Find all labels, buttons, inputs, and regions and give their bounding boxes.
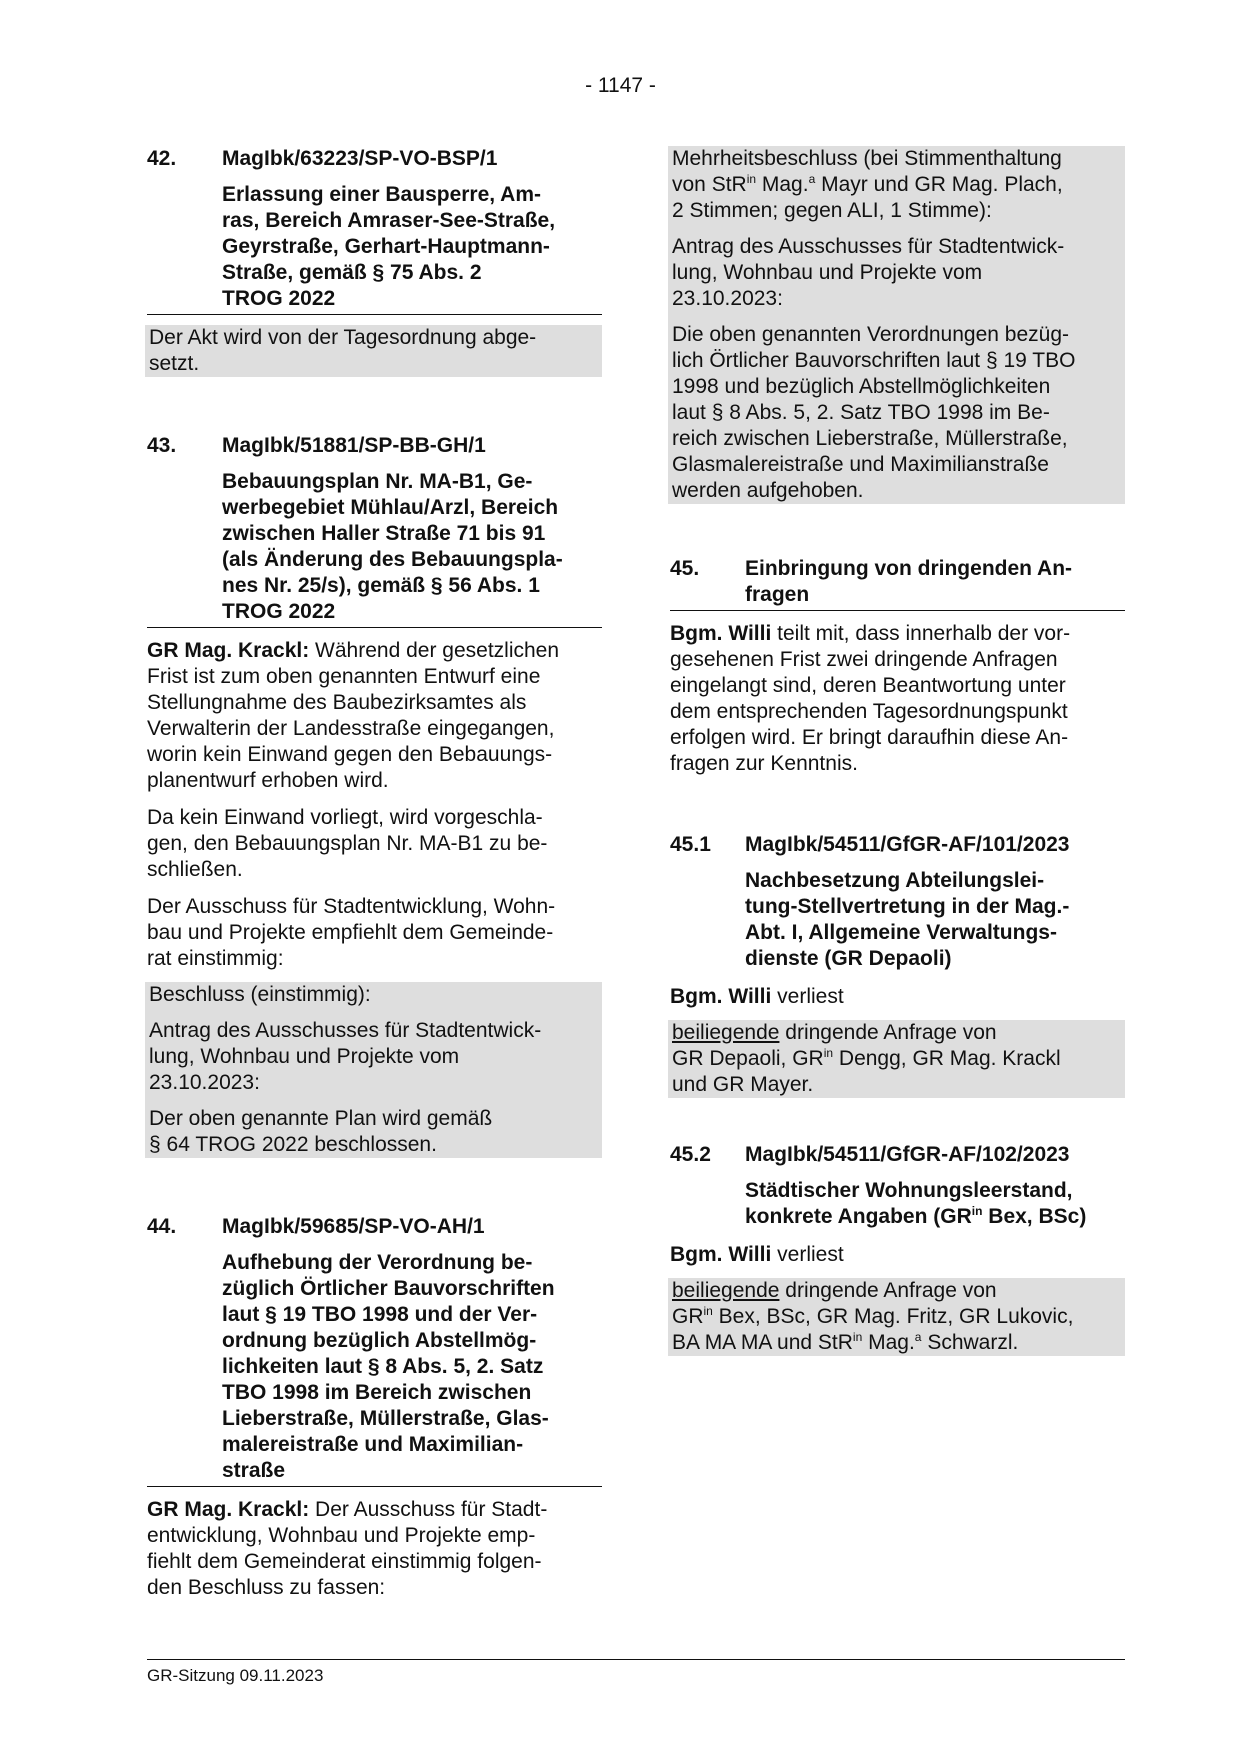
page-number: - 1147 - bbox=[585, 74, 656, 97]
section-title: Städtischer Wohnungsleerstand, konkrete Angaben ($GR^{in}$ Bex, BSc) bbox=[745, 1179, 1087, 1228]
speaker-name: Bgm. Willi bbox=[670, 1243, 772, 1266]
section-45-1-heading bbox=[670, 832, 1125, 972]
attached-inquiry-box: beiliegende dringende Anfrage von $GR^{in}$ Bex, BSc, GR Mag. Fritz, GR Lukovic, BA MA MA und StR$^{in}$ Mag.$^a$ Schwarzl. bbox=[668, 1278, 1125, 1356]
speaker-name: GR Mag. Krackl: bbox=[147, 1498, 310, 1521]
file-reference: MagIbk/54511/GfGR-AF/101/2023 bbox=[745, 833, 1070, 856]
attached-inquiry-box: beiliegende dringende Anfrage von GR Depaoli, $GR^{in}$ Dengg, GR Mag. Krackl und GR Mayer. bbox=[668, 1020, 1125, 1098]
section-number: 45.1 bbox=[670, 833, 711, 856]
section-45-body bbox=[670, 621, 1125, 777]
section-43-body bbox=[147, 638, 602, 972]
removed-from-agenda-box: Der Akt wird von der Tagesordnung abge- setzt. bbox=[145, 325, 602, 377]
resolution-box: Mehrheitsbeschluss (bei Stimmenthaltung von StR$^{in}$ Mag.$^a$ Mayr und GR Mag. Plach, 2 Stimmen; gegen ALI, 1 Stimme): Antrag des Ausschusses für Stadtentwick- lung, Wohnbau und Projekte vom 23.10.2023: Die oben genannten Verordnungen bezüg- lich Örtlicher Bauvorschriften laut § 19 TBO 1998 und bezüglich Abstellmöglichkeiten laut § 8 Abs. 5, 2. Satz TBO 1998 im Be- reich zwischen Lieberstraße, Müllerstraße, Glasmalereistraße und Maximilianstraße werden aufgehoben. bbox=[668, 146, 1125, 504]
right-column bbox=[670, 146, 1125, 1356]
section-42-heading bbox=[147, 146, 602, 315]
left-column bbox=[147, 146, 602, 1601]
paragraph: Der Ausschuss für Stadtentwicklung, Wohn- bau und Projekte empfiehlt dem Gemeinde- rat einstimmig: bbox=[147, 895, 556, 970]
file-reference: MagIbk/63223/SP-VO-BSP/1 bbox=[222, 147, 498, 170]
section-45-heading bbox=[670, 556, 1125, 611]
section-title: Erlassung einer Bausperre, Am- ras, Bereich Amraser-See-Straße, Geyrstraße, Gerhart-Hauptmann- Straße, gemäß § 75 Abs. 2 TROG 2022 bbox=[222, 183, 556, 310]
speaker-name: Bgm. Willi bbox=[670, 622, 772, 645]
resolution-box: Beschluss (einstimmig): Antrag des Ausschusses für Stadtentwick- lung, Wohnbau und Projekte vom 23.10.2023: Der oben genannte Plan wird gemäß § 64 TROG 2022 beschlossen. bbox=[145, 982, 602, 1158]
section-44-body bbox=[147, 1497, 602, 1601]
paragraph: GR Mag. Krackl: Während der gesetzlichen Frist ist zum oben genannten Entwurf eine Stellungnahme des Baubezirksamtes als Verwalterin der Landesstraße eingegangen, worin kein Einwand gegen den Bebauungs- planentwurf erhoben wird. bbox=[147, 639, 560, 792]
paragraph: GR Mag. Krackl: Der Ausschuss für Stadt- entwicklung, Wohnbau und Projekte emp- fiehlt dem Gemeinderat einstimmig folgen- den Beschluss zu fassen: bbox=[147, 1498, 548, 1599]
attachment-link[interactable]: beiliegende bbox=[672, 1021, 780, 1044]
section-title: Nachbesetzung Abteilungslei- tung-Stellvertretung in der Mag.- Abt. I, Allgemeine Verwaltungs- dienste (GR Depaoli) bbox=[745, 869, 1070, 970]
section-44-heading bbox=[147, 1214, 602, 1487]
section-title: Einbringung von dringenden An- fragen bbox=[745, 557, 1073, 606]
speaker-name: Bgm. Willi bbox=[670, 985, 772, 1008]
paragraph: Bgm. Willi verliest bbox=[670, 1243, 844, 1266]
section-43-heading bbox=[147, 433, 602, 628]
footer bbox=[147, 1659, 1125, 1687]
file-reference: MagIbk/54511/GfGR-AF/102/2023 bbox=[745, 1143, 1070, 1166]
attachment-link[interactable]: beiliegende bbox=[672, 1279, 780, 1302]
speaker-name: GR Mag. Krackl: bbox=[147, 639, 310, 662]
section-number: 43. bbox=[147, 434, 177, 457]
section-number: 42. bbox=[147, 147, 177, 170]
paragraph: Da kein Einwand vorliegt, wird vorgeschla- gen, den Bebauungsplan Nr. MA-B1 zu be- schließen. bbox=[147, 806, 548, 881]
meeting-date: GR-Sitzung 09.11.2023 bbox=[147, 1666, 324, 1685]
file-reference: MagIbk/59685/SP-VO-AH/1 bbox=[222, 1215, 485, 1238]
paragraph: Bgm. Willi verliest bbox=[670, 985, 844, 1008]
section-number: 45.2 bbox=[670, 1143, 711, 1166]
section-number: 45. bbox=[670, 557, 700, 580]
section-title: Bebauungsplan Nr. MA-B1, Ge- werbegebiet Mühlau/Arzl, Bereich zwischen Haller Straße 71 bis 91 (als Änderung des Bebauungspla- nes Nr. 25/s), gemäß § 56 Abs. 1 TROG 2022 bbox=[222, 470, 563, 623]
section-number: 44. bbox=[147, 1215, 177, 1238]
section-title: Aufhebung der Verordnung be- züglich Örtlicher Bauvorschriften laut § 19 TBO 1998 und der Ver- ordnung bezüglich Abstellmög- lichkeiten laut § 8 Abs. 5, 2. Satz TBO 1998 im Bereich zwischen Lieberstraße, Müllerstraße, Glas- malereistraße und Maximilian- straße bbox=[222, 1251, 555, 1482]
paragraph: Bgm. Willi teilt mit, dass innerhalb der vor- gesehenen Frist zwei dringende Anfragen eingelangt sind, deren Beantwortung unter dem entsprechenden Tagesordnungspunkt erfolgen wird. Er bringt daraufhin diese An- fragen zur Kenntnis. bbox=[670, 622, 1071, 775]
section-45-2-heading bbox=[670, 1142, 1125, 1230]
file-reference: MagIbk/51881/SP-BB-GH/1 bbox=[222, 434, 486, 457]
